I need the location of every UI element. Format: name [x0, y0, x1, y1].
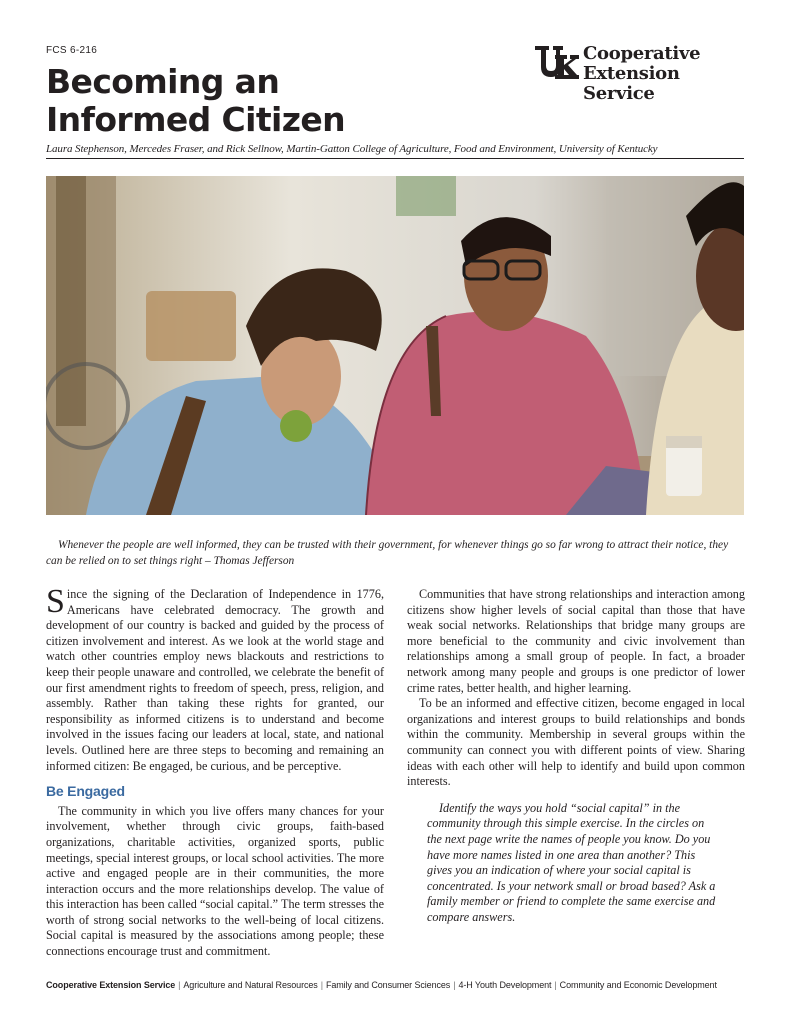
- footer-program-1: Agriculture and Natural Resources: [183, 980, 318, 990]
- uk-logo-icon: [533, 44, 579, 82]
- intro-text: ince the signing of the Declaration of Independence in 1776, Americans have celebrated democracy. The growth and development of our country is backed and guided by the process of citizen involvement and interest. As we look at the world stage and watch other countries employ news blackouts and restrictions to keep their people unaware and controlled, we celebrate the benefit of our first amendment rights to freedom of speech, press, religion, and assembly. Rather than taking these rights for granted, our responsibility as informed citizens is to understand and become involved in the issues facing our leaders at local, state, and national levels. Outlined here are three steps to becoming and remaining an informed citizen: Be engaged, be curious, and be perceptive.: [46, 587, 384, 773]
- intro-paragraph: [46, 583, 384, 774]
- logo-wordmark: [583, 44, 745, 104]
- informed-citizen-paragraph: To be an informed and effective citizen, become engaged in local organizations and interest groups to build relationships and bonds within the community. Membership in several groups within the community can connect you with different points of view. Sharing ideas with each other will help to identify and build upon common interests.: [407, 696, 745, 789]
- footer-org: Cooperative Extension Service: [46, 980, 176, 990]
- social-capital-paragraph: Communities that have strong relationships and interaction among citizens show higher levels of social capital than those that have weak social networks. Relationships that bridge many groups are more beneficial to the community and civic involvement than relationships among a small group of people. In fact, a broader network among many people and groups is one predictor of lower crime rates, better health, and higher learning.: [407, 587, 745, 695]
- footer-separator: |: [320, 980, 323, 990]
- footer-separator: |: [453, 980, 456, 990]
- title-line-1: Becoming an: [46, 62, 280, 101]
- photo-caption-quote: Whenever the people are well informed, they can be trusted with their government, for whenever things go so far wrong to attract their notice, they can be relied on to set things right – Thomas Jefferson: [46, 539, 729, 567]
- header-divider: [46, 158, 744, 159]
- right-column: [407, 587, 745, 925]
- exercise-callout: Identify the ways you hold “social capital” in the community through this simple exercise. In the circles on the next page write the names of people you know. Do you have more names listed in one area than another? This gives you an indication of where your social capital is concentrated. Is your network small or broad based? Ask a family member or friend to complete the same exercise and compare answers.: [427, 800, 716, 924]
- title-line-2: Informed Citizen: [46, 100, 346, 139]
- footer-program-3: 4-H Youth Development: [458, 980, 552, 990]
- left-column: [46, 583, 384, 960]
- footer-program-4: Community and Economic Development: [559, 980, 717, 990]
- footer-separator: |: [554, 980, 557, 990]
- logo-line-1: Cooperative: [583, 43, 701, 64]
- uk-extension-logo: [533, 43, 745, 104]
- engaged-paragraph: The community in which you live offers many chances for your involvement, whether through civic groups, faith-based organizations, charitable activities, organized sports, public meetings, special interest groups, or local school activities. The more active and engaged people are in their communities, the more interaction occurs and the more relationships develop. The value of this interaction has been called “social capital.” The term stresses the worth of strong social networks to the well-being of local citizens. Social capital is measured by the associations among people; these connections encourage trust and commitment.: [46, 803, 384, 959]
- author-line: Laura Stephenson, Mercedes Fraser, and Rick Sellnow, Martin-Gatton College of Agriculture, Food and Environment, University of Kentucky: [46, 143, 658, 155]
- section-heading-be-engaged: Be Engaged: [46, 783, 125, 800]
- drop-cap: S: [46, 583, 65, 620]
- publication-code: FCS 6-216: [46, 45, 98, 56]
- logo-line-2: Extension Service: [583, 63, 680, 104]
- students-photo-illustration: [46, 176, 744, 515]
- footer-program-2: Family and Consumer Sciences: [325, 980, 451, 990]
- footer-separator: |: [178, 980, 181, 990]
- page-footer: [46, 980, 746, 990]
- page-title: [46, 63, 466, 139]
- cover-photo: [46, 176, 744, 515]
